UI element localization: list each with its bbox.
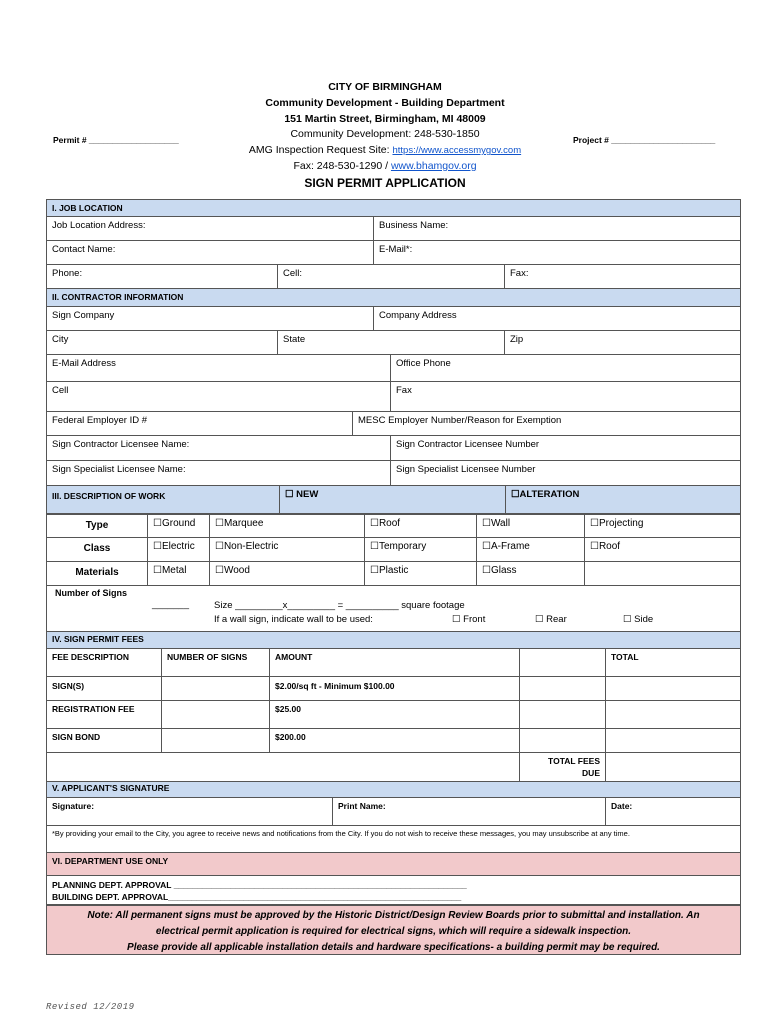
approval-rows — [46, 876, 741, 905]
section-job-location — [46, 199, 741, 217]
type-row — [46, 514, 741, 538]
company-address-field[interactable]: Company Address — [373, 307, 742, 330]
fee-number-of-signs-input[interactable] — [161, 701, 269, 728]
type-marquee-checkbox[interactable]: ☐Marquee — [209, 515, 364, 537]
planning-approval-field[interactable]: PLANNING DEPT. APPROVAL ______________________________________________________________ — [52, 880, 467, 890]
fee-amount: $2.00/sq ft - Minimum $100.00 — [269, 677, 519, 700]
total-fees-input[interactable] — [605, 753, 742, 781]
materials-row — [46, 562, 741, 586]
section-applicant-signature — [46, 782, 741, 798]
specialist-name-field[interactable]: Sign Specialist Licensee Name: — [52, 464, 186, 475]
materials-plastic-checkbox[interactable]: ☐Plastic — [364, 562, 476, 585]
class-label: Class — [83, 543, 111, 554]
job-row-1 — [46, 217, 741, 241]
fee-total-input[interactable] — [605, 677, 742, 700]
size-area — [209, 586, 742, 631]
city-field[interactable]: City — [52, 334, 69, 345]
contractor-row-3 — [46, 355, 741, 382]
contractor-row-1 — [46, 307, 741, 331]
revision-date: Revised 12/2019 — [46, 1002, 135, 1012]
zip-field[interactable]: Zip — [504, 331, 742, 354]
fee-blank-cell — [519, 701, 605, 728]
job-row-3 — [46, 265, 741, 289]
blank-header — [519, 649, 605, 676]
licensee-number-field[interactable]: Sign Contractor Licensee Number — [390, 436, 742, 460]
materials-glass-checkbox[interactable]: ☐Glass — [476, 562, 584, 585]
amount-header: AMOUNT — [269, 649, 519, 676]
rear-wall-checkbox[interactable]: ☐ Rear — [535, 614, 567, 625]
approval-note — [46, 905, 741, 955]
section-heading: V. APPLICANT'S SIGNATURE — [52, 783, 170, 793]
fee-description: SIGN(S) — [52, 681, 85, 691]
section-heading: VI. DEPARTMENT USE ONLY — [52, 856, 169, 866]
form-title: SIGN PERMIT APPLICATION — [304, 175, 466, 190]
class-roof-checkbox[interactable]: ☐Roof — [584, 538, 742, 561]
total-fees-spacer — [47, 753, 519, 781]
federal-employer-id-field[interactable]: Federal Employer ID # — [52, 415, 148, 426]
job-email-field[interactable]: E-Mail*: — [373, 241, 742, 264]
section-heading: IV. SIGN PERMIT FEES — [52, 634, 144, 644]
state-field[interactable]: State — [277, 331, 504, 354]
business-name-field[interactable]: Business Name: — [373, 217, 742, 240]
job-row-2 — [46, 241, 741, 265]
note-line-2: electrical permit application is required for electrical signs, which will require a sidewalk inspection. — [155, 926, 632, 937]
class-non-electric-checkbox[interactable]: ☐Non-Electric — [209, 538, 364, 561]
sign-company-field[interactable]: Sign Company — [52, 310, 115, 321]
type-label: Type — [85, 520, 109, 531]
amg-label: AMG Inspection Request Site: — [248, 144, 390, 157]
type-ground-checkbox[interactable]: ☐Ground — [147, 515, 209, 537]
size-field[interactable]: Size _________x_________ = __________ square footage — [214, 600, 465, 611]
class-row — [46, 538, 741, 562]
front-wall-checkbox[interactable]: ☐ Front — [452, 614, 486, 625]
specialist-number-field[interactable]: Sign Specialist Licensee Number — [390, 461, 742, 485]
total-fees-text: TOTAL FEES — [548, 756, 600, 766]
contractor-row-5 — [46, 412, 741, 436]
contractor-email-field[interactable]: E-Mail Address — [52, 358, 116, 369]
new-checkbox[interactable]: ☐ NEW — [279, 486, 505, 513]
department-name: Community Development - Building Department — [265, 96, 505, 109]
print-name-field[interactable]: Print Name: — [332, 798, 605, 825]
fee-row — [46, 701, 741, 729]
number-of-signs-label: Number of Signs — [55, 588, 128, 598]
fees-header-row — [46, 649, 741, 677]
mesc-number-field[interactable]: MESC Employer Number/Reason for Exemption — [352, 412, 742, 435]
section-heading: III. DESCRIPTION OF WORK — [52, 491, 166, 501]
materials-metal-checkbox[interactable]: ☐Metal — [147, 562, 209, 585]
contractor-fax-field[interactable]: Fax — [390, 382, 742, 411]
approval-block — [47, 876, 742, 904]
number-of-signs-row — [46, 586, 741, 632]
wall-selection-line — [214, 613, 737, 627]
alteration-checkbox[interactable]: ☐ALTERATION — [505, 486, 742, 513]
fax-label: Fax: 248-530-1290 / — [293, 159, 389, 172]
class-temporary-checkbox[interactable]: ☐Temporary — [364, 538, 476, 561]
section-description-of-work — [46, 486, 741, 514]
section-heading: I. JOB LOCATION — [52, 203, 123, 213]
fee-total-input[interactable] — [605, 701, 742, 728]
fee-amount: $25.00 — [269, 701, 519, 728]
section-heading: II. CONTRACTOR INFORMATION — [52, 292, 184, 302]
type-roof-checkbox[interactable]: ☐Roof — [364, 515, 476, 537]
number-of-signs-input[interactable]: _______ — [152, 599, 189, 610]
building-approval-field[interactable]: BUILDING DEPT. APPROVAL______________________________________________________________ — [52, 892, 462, 902]
fee-number-of-signs-input[interactable] — [161, 729, 269, 752]
class-electric-checkbox[interactable]: ☐Electric — [147, 538, 209, 561]
contractor-cell-field[interactable]: Cell — [52, 385, 69, 396]
section-sign-permit-fees — [46, 632, 741, 649]
licensee-name-field[interactable]: Sign Contractor Licensee Name: — [52, 439, 190, 450]
total-fees-row — [46, 753, 741, 782]
type-wall-checkbox[interactable]: ☐Wall — [476, 515, 584, 537]
fee-blank-cell — [519, 729, 605, 752]
department-phone: Community Development: 248-530-1850 — [290, 128, 480, 141]
contractor-row-4 — [46, 382, 741, 412]
fax-line — [0, 159, 770, 175]
permit-number-field[interactable]: Permit # ___________________ — [53, 135, 179, 145]
job-cell-field[interactable]: Cell: — [277, 265, 504, 288]
fee-number-of-signs-input[interactable] — [161, 677, 269, 700]
side-wall-checkbox[interactable]: ☐ Side — [623, 614, 654, 625]
fee-row — [46, 677, 741, 701]
due-text: DUE — [582, 768, 600, 778]
number-of-signs-header: NUMBER OF SIGNS — [161, 649, 269, 676]
note-line-1: Note: All permanent signs must be approved by the Historic District/Design Review Boards prior to submittal and installation. An — [87, 910, 700, 921]
contractor-row-2 — [46, 331, 741, 355]
department-address: 151 Martin Street, Birmingham, MI 48009 — [284, 112, 486, 125]
job-fax-field[interactable]: Fax: — [504, 265, 742, 288]
materials-wood-checkbox[interactable]: ☐Wood — [209, 562, 364, 585]
email-disclaimer: *By providing your email to the City, you agree to receive news and notifications from the City. If you do not wish to receive these messages, you may unsubscribe at any time. — [52, 829, 630, 838]
fee-blank-cell — [519, 677, 605, 700]
fee-total-input[interactable] — [605, 729, 742, 752]
amg-line — [0, 143, 770, 159]
section-department-use — [46, 853, 741, 876]
job-phone-field[interactable]: Phone: — [52, 268, 83, 279]
project-number-field[interactable]: Project # ______________________ — [573, 135, 716, 145]
fee-row — [46, 729, 741, 753]
disclaimer-row — [46, 826, 741, 853]
class-a-frame-checkbox[interactable]: ☐A-Frame — [476, 538, 584, 561]
wall-selection-label: If a wall sign, indicate wall to be used: — [214, 614, 373, 625]
office-phone-field[interactable]: Office Phone — [390, 355, 742, 381]
date-field[interactable]: Date: — [605, 798, 742, 825]
amg-link[interactable]: https://www.accessmygov.com — [392, 145, 522, 157]
fee-description: SIGN BOND — [52, 732, 101, 742]
contractor-row-7 — [46, 461, 741, 486]
section-contractor — [46, 289, 741, 307]
fee-description: REGISTRATION FEE — [52, 704, 135, 714]
total-header: TOTAL — [605, 649, 742, 676]
materials-empty-cell — [584, 562, 742, 585]
type-projecting-checkbox[interactable]: ☐Projecting — [584, 515, 742, 537]
contractor-row-6 — [46, 436, 741, 461]
city-name: CITY OF BIRMINGHAM — [328, 81, 442, 93]
total-fees-label — [519, 753, 605, 781]
website-link[interactable]: www.bhamgov.org — [390, 159, 477, 172]
job-address-field[interactable]: Job Location Address: — [52, 220, 146, 231]
signature-field[interactable]: Signature: — [52, 801, 95, 811]
fee-amount: $200.00 — [269, 729, 519, 752]
materials-label: Materials — [75, 567, 119, 578]
note-line-3: Please provide all applicable installation details and hardware specifications- a building permit may be required. — [127, 942, 660, 953]
fee-description-header: FEE DESCRIPTION — [52, 652, 129, 662]
contact-name-field[interactable]: Contact Name: — [52, 244, 116, 255]
signature-row — [46, 798, 741, 826]
